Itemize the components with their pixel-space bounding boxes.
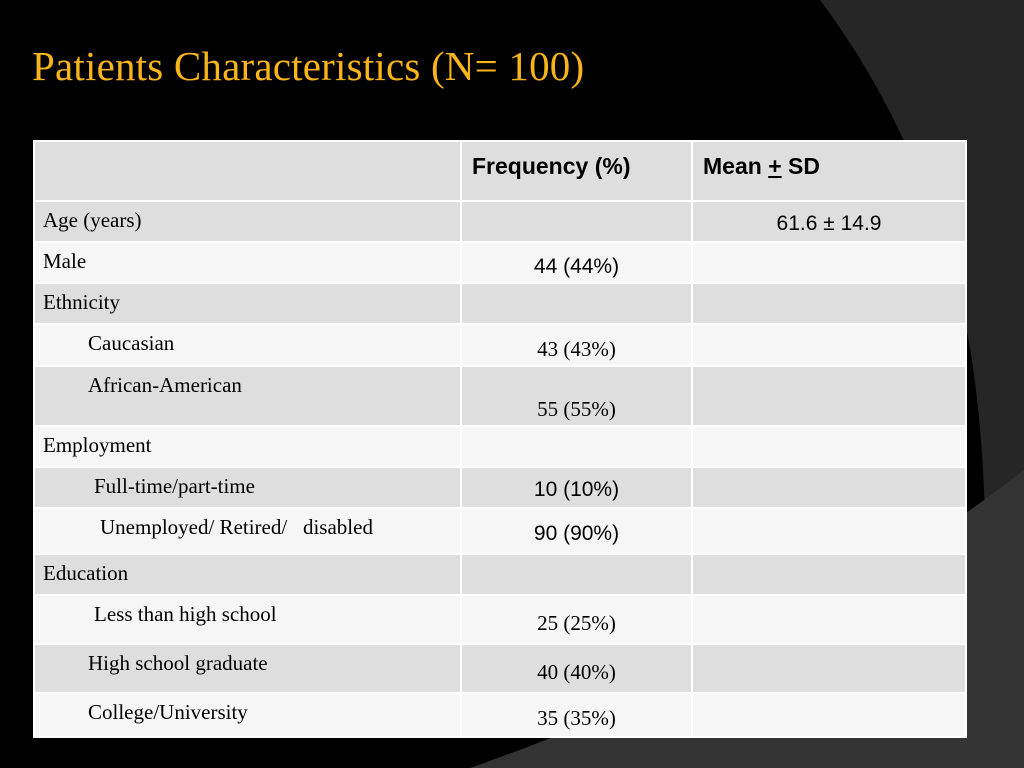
header-frequency: Frequency (%) [472, 153, 631, 179]
row-label: Ethnicity [43, 290, 120, 314]
row-label: Employment [43, 433, 152, 457]
row-label: Male [43, 249, 87, 273]
row-label: Education [43, 561, 129, 585]
page-title: Patients Characteristics (N= 100) [32, 43, 585, 89]
row-label: High school graduate [88, 651, 268, 675]
row-frequency: 55 (55%) [537, 397, 616, 421]
table-row [34, 595, 966, 644]
row-label: Unemployed/ Retired/ disabled [100, 515, 373, 539]
row-frequency: 90 (90%) [533, 522, 620, 545]
row-frequency: 40 (40%) [537, 660, 616, 684]
table-row [34, 283, 966, 324]
table-row [34, 324, 966, 366]
row-label: College/University [88, 700, 248, 724]
table-row [34, 508, 966, 554]
table-row [34, 366, 966, 426]
row-label: Less than high school [94, 602, 277, 626]
table-row [34, 693, 966, 737]
row-frequency: 35 (35%) [537, 706, 616, 730]
table-row [34, 554, 966, 595]
row-label: Age (years) [43, 208, 142, 232]
row-label: Full-time/part-time [94, 474, 255, 498]
row-label: African-American [88, 373, 242, 397]
row-mean-sd: 61.6 ± 14.9 [776, 212, 882, 235]
row-frequency: 44 (44%) [533, 255, 620, 278]
row-frequency: 10 (10%) [533, 478, 620, 501]
table-row [34, 201, 966, 242]
table-row [34, 467, 966, 508]
header-mean-cell [692, 141, 966, 201]
row-label: Caucasian [88, 331, 175, 355]
table-row [34, 644, 966, 693]
header-frequency-cell [461, 141, 692, 201]
header-label-cell [34, 141, 461, 201]
row-frequency: 43 (43%) [537, 337, 616, 361]
table-header-row [34, 141, 966, 201]
table-row [34, 426, 966, 467]
header-mean-sd: Mean + SD [703, 153, 820, 179]
row-frequency: 25 (25%) [537, 611, 616, 635]
table-row [34, 242, 966, 283]
patients-table [33, 140, 967, 738]
